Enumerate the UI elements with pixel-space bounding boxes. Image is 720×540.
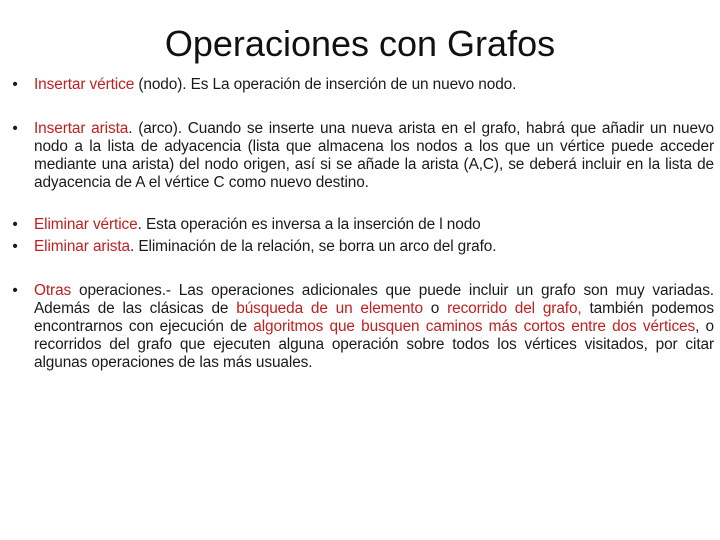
bullet-icon: • [12,120,18,137]
slide-title: Operaciones con Grafos [164,23,556,64]
term-eliminar-vertice: Eliminar vértice [34,216,138,233]
bullet-eliminar-vertice [8,216,714,234]
bullet-text: también podemos encontrarnos con ejecución de [34,300,714,335]
bullet-text: operaciones.- Las operaciones adicionales que puede incluir un grafo son muy variadas. Además de las clásicas de [34,282,714,317]
term-insertar-arista: Insertar arista [34,120,129,137]
term-recorrido-grafo: recorrido del grafo, [447,300,582,317]
term-otras: Otras [34,282,72,299]
bullet-text: . Eliminación de la relación, se borra un arco del grafo. [130,238,497,255]
bullet-text: (nodo). Es La operación de inserción de un nuevo nodo. [134,76,517,93]
bullet-icon: • [12,238,18,255]
bullet-text: . (arco). Cuando se inserte una nueva arista en el grafo, habrá que añadir un nuevo nodo a la lista de adyacencia (lista que almacena los nodos a los que un vértice puede acceder mediante una arista) del nodo origen, así si se añade la arista (A,C), se deberá incluir en la lista de adyacencia de A el vértice C como nuevo destino. [34,120,714,191]
bullet-icon: • [12,76,18,93]
bullet-text: o [422,300,448,317]
bullet-otras-operaciones [8,282,714,372]
term-eliminar-arista: Eliminar arista [34,238,130,255]
bullet-text: , o recorridos del grafo que ejecuten alguna operación sobre todos los vértices visitados, por citar algunas operaciones de las más usuales. [34,318,714,371]
term-busqueda-elemento: búsqueda de un elemento [236,300,423,317]
term-insertar-vertice: Insertar vértice [34,76,135,93]
bullet-icon: • [12,216,18,233]
bullet-text: . Esta operación es inversa a la inserción de l nodo [137,216,481,233]
bullet-insertar-vertice [8,76,714,94]
bullet-list [8,76,714,372]
bullet-insertar-arista [8,120,714,192]
bullet-eliminar-arista [8,238,714,256]
bullet-icon: • [12,282,18,299]
term-caminos-cortos: algoritmos que busquen caminos más cortos entre dos vértices [253,318,696,335]
